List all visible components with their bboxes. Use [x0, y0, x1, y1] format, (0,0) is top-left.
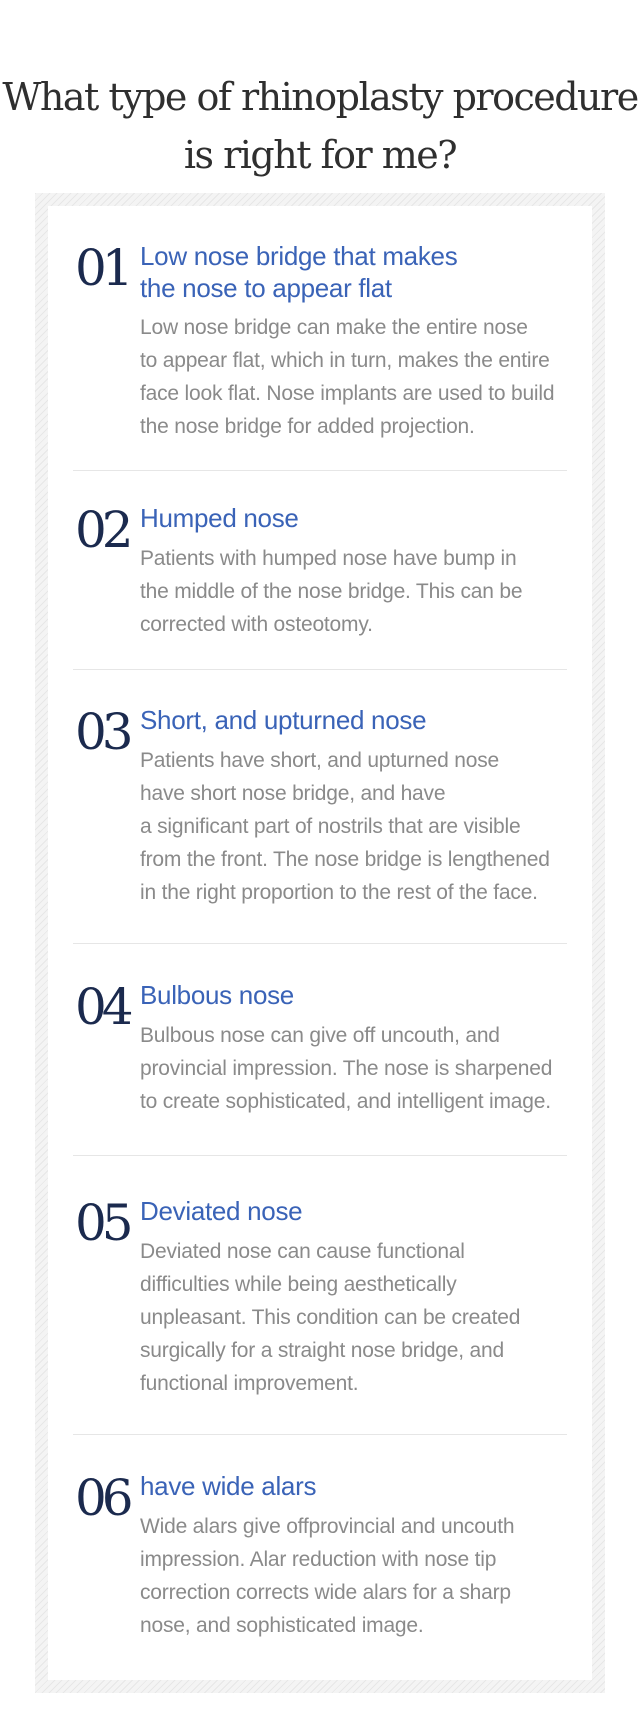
- item-description-line: to create sophisticated, and intelligent image.: [140, 1090, 551, 1113]
- item-description-line: difficulties while being aesthetically: [140, 1273, 457, 1296]
- item-heading-line: Humped nose: [140, 503, 299, 533]
- item-description-line: face look flat. Nose implants are used to build: [140, 382, 555, 405]
- item-number: 03: [75, 703, 129, 761]
- item-description: [140, 1235, 580, 1400]
- item-description-line: Patients have short, and upturned nose: [140, 749, 499, 772]
- item-heading-line: Short, and upturned nose: [140, 705, 427, 735]
- item-description-line: Patients with humped nose have bump in: [140, 547, 517, 570]
- item-description-line: Bulbous nose can give off uncouth, and: [140, 1024, 500, 1047]
- item-divider: [73, 943, 567, 944]
- item-divider: [73, 1155, 567, 1156]
- item-description: [140, 542, 580, 641]
- item-description: [140, 1019, 580, 1118]
- item-description-line: Deviated nose can cause functional: [140, 1240, 465, 1263]
- item-heading: [140, 704, 580, 736]
- item-description-line: provincial impression. The nose is sharpened: [140, 1057, 553, 1080]
- item-description-line: in the right proportion to the rest of the face.: [140, 881, 538, 904]
- item-description-line: corrected with osteotomy.: [140, 613, 373, 636]
- item-heading-line: Deviated nose: [140, 1196, 303, 1226]
- item-description-line: have short nose bridge, and have: [140, 782, 446, 805]
- item-number: 01: [75, 239, 129, 297]
- item-description-line: Wide alars give offprovincial and uncouth: [140, 1515, 515, 1538]
- item-description-line: impression. Alar reduction with nose tip: [140, 1548, 497, 1571]
- item-description-line: nose, and sophisticated image.: [140, 1614, 424, 1637]
- page-title: [0, 68, 640, 184]
- page-title-line-2: is right for me?: [183, 133, 457, 177]
- item-description-line: Low nose bridge can make the entire nose: [140, 316, 528, 339]
- item-description-line: the middle of the nose bridge. This can be: [140, 580, 523, 603]
- item-number: 04: [75, 978, 129, 1036]
- item-heading: [140, 1195, 580, 1227]
- item-description-line: correction corrects wide alars for a sharp: [140, 1581, 511, 1604]
- item-heading-line: Bulbous nose: [140, 980, 294, 1010]
- item-heading-line: the nose to appear flat: [140, 273, 392, 303]
- item-divider: [73, 669, 567, 670]
- page-title-line-1: What type of rhinoplasty procedure: [2, 75, 638, 119]
- item-heading-line: Low nose bridge that makes: [140, 241, 458, 271]
- item-heading: [140, 502, 580, 534]
- item-description: [140, 744, 580, 909]
- item-description-line: from the front. The nose bridge is lengthened: [140, 848, 550, 871]
- item-heading: [140, 979, 580, 1011]
- item-heading-line: have wide alars: [140, 1471, 317, 1501]
- item-divider: [73, 1434, 567, 1435]
- item-description-line: the nose bridge for added projection.: [140, 415, 475, 438]
- item-description-line: surgically for a straight nose bridge, and: [140, 1339, 504, 1362]
- item-number: 02: [75, 501, 129, 559]
- item-number: 06: [75, 1469, 129, 1527]
- item-description: [140, 311, 580, 443]
- item-description-line: a significant part of nostrils that are visible: [140, 815, 521, 838]
- item-divider: [73, 470, 567, 471]
- item-description-line: functional improvement.: [140, 1372, 359, 1395]
- item-description-line: unpleasant. This condition can be created: [140, 1306, 521, 1329]
- item-number: 05: [75, 1194, 129, 1252]
- item-heading: [140, 240, 580, 304]
- item-description: [140, 1510, 580, 1642]
- item-heading: [140, 1470, 580, 1502]
- item-description-line: to appear flat, which in turn, makes the entire: [140, 349, 550, 372]
